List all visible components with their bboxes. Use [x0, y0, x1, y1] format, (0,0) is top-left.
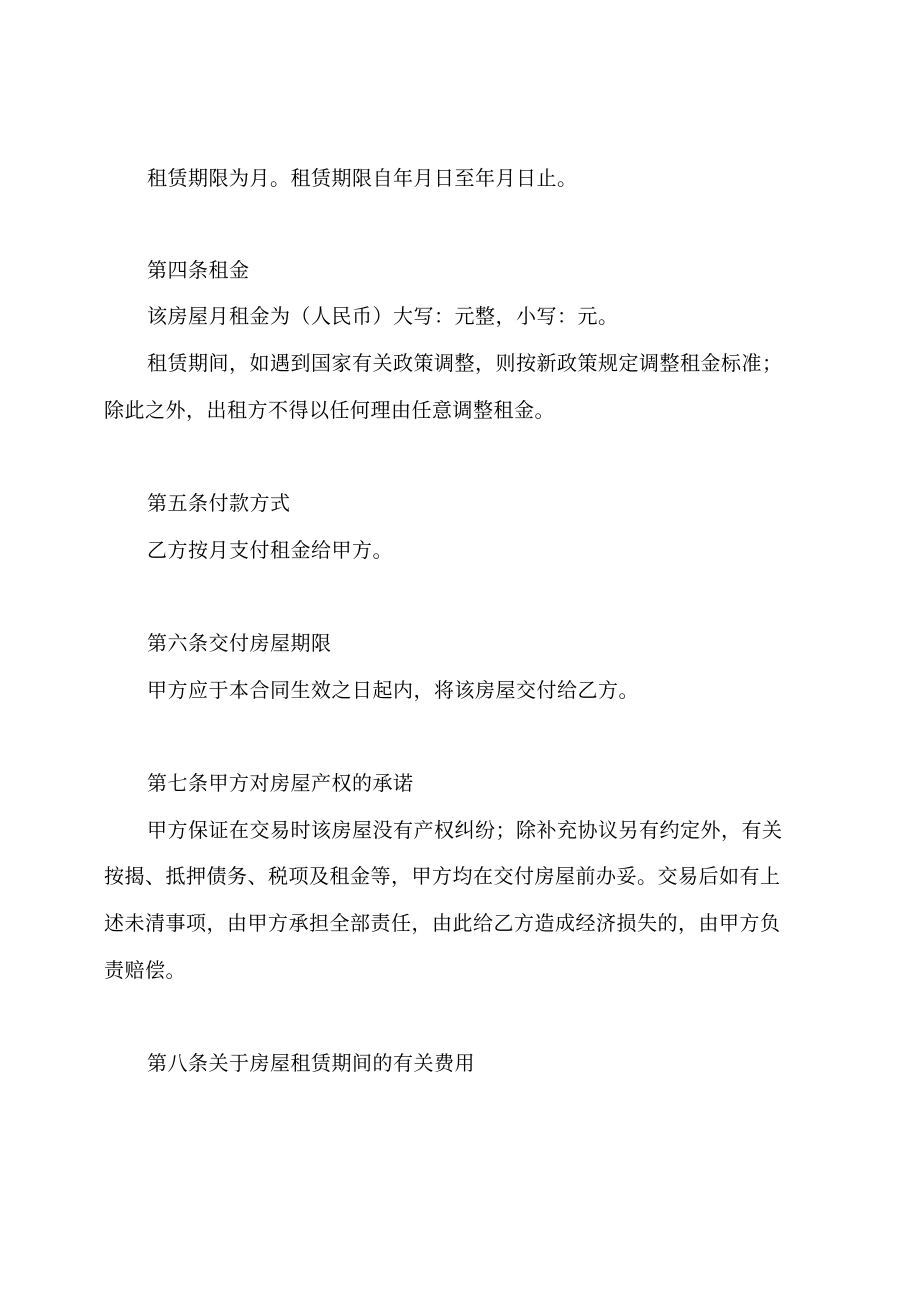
- article-7-heading: 第七条甲方对房屋产权的承诺: [147, 771, 414, 795]
- article-7-line-2: 按揭、抵押债务、税项及租金等，甲方均在交付房屋前办妥。交易后如有上: [104, 864, 781, 888]
- article-8-heading: 第八条关于房屋租赁期间的有关费用: [147, 1051, 475, 1075]
- article-6-heading: 第六条交付房屋期限: [147, 631, 332, 655]
- article-7-line-1: 甲方保证在交易时该房屋没有产权纠纷；除补充协议另有约定外，有关: [147, 818, 783, 842]
- article-4-heading: 第四条租金: [147, 258, 250, 282]
- article-4-rent-adjustment-line-2: 除此之外，出租方不得以任何理由任意调整租金。: [104, 398, 555, 422]
- article-5-payment-method: 乙方按月支付租金给甲方。: [147, 538, 393, 562]
- article-7-line-3: 述未清事项，由甲方承担全部责任，由此给乙方造成经济损失的，由甲方负: [104, 911, 781, 935]
- article-4-rent-amount: 该房屋月租金为（人民币）大写：元整，小写：元。: [147, 304, 619, 328]
- article-4-rent-adjustment-line-1: 租赁期间，如遇到国家有关政策调整，则按新政策规定调整租金标准；: [147, 351, 783, 375]
- article-5-heading: 第五条付款方式: [147, 491, 291, 515]
- lease-term-paragraph: 租赁期限为月。租赁期限自年月日至年月日止。: [147, 166, 578, 190]
- article-7-line-4: 责赔偿。: [104, 958, 186, 982]
- article-6-delivery-term: 甲方应于本合同生效之日起内，将该房屋交付给乙方。: [147, 678, 639, 702]
